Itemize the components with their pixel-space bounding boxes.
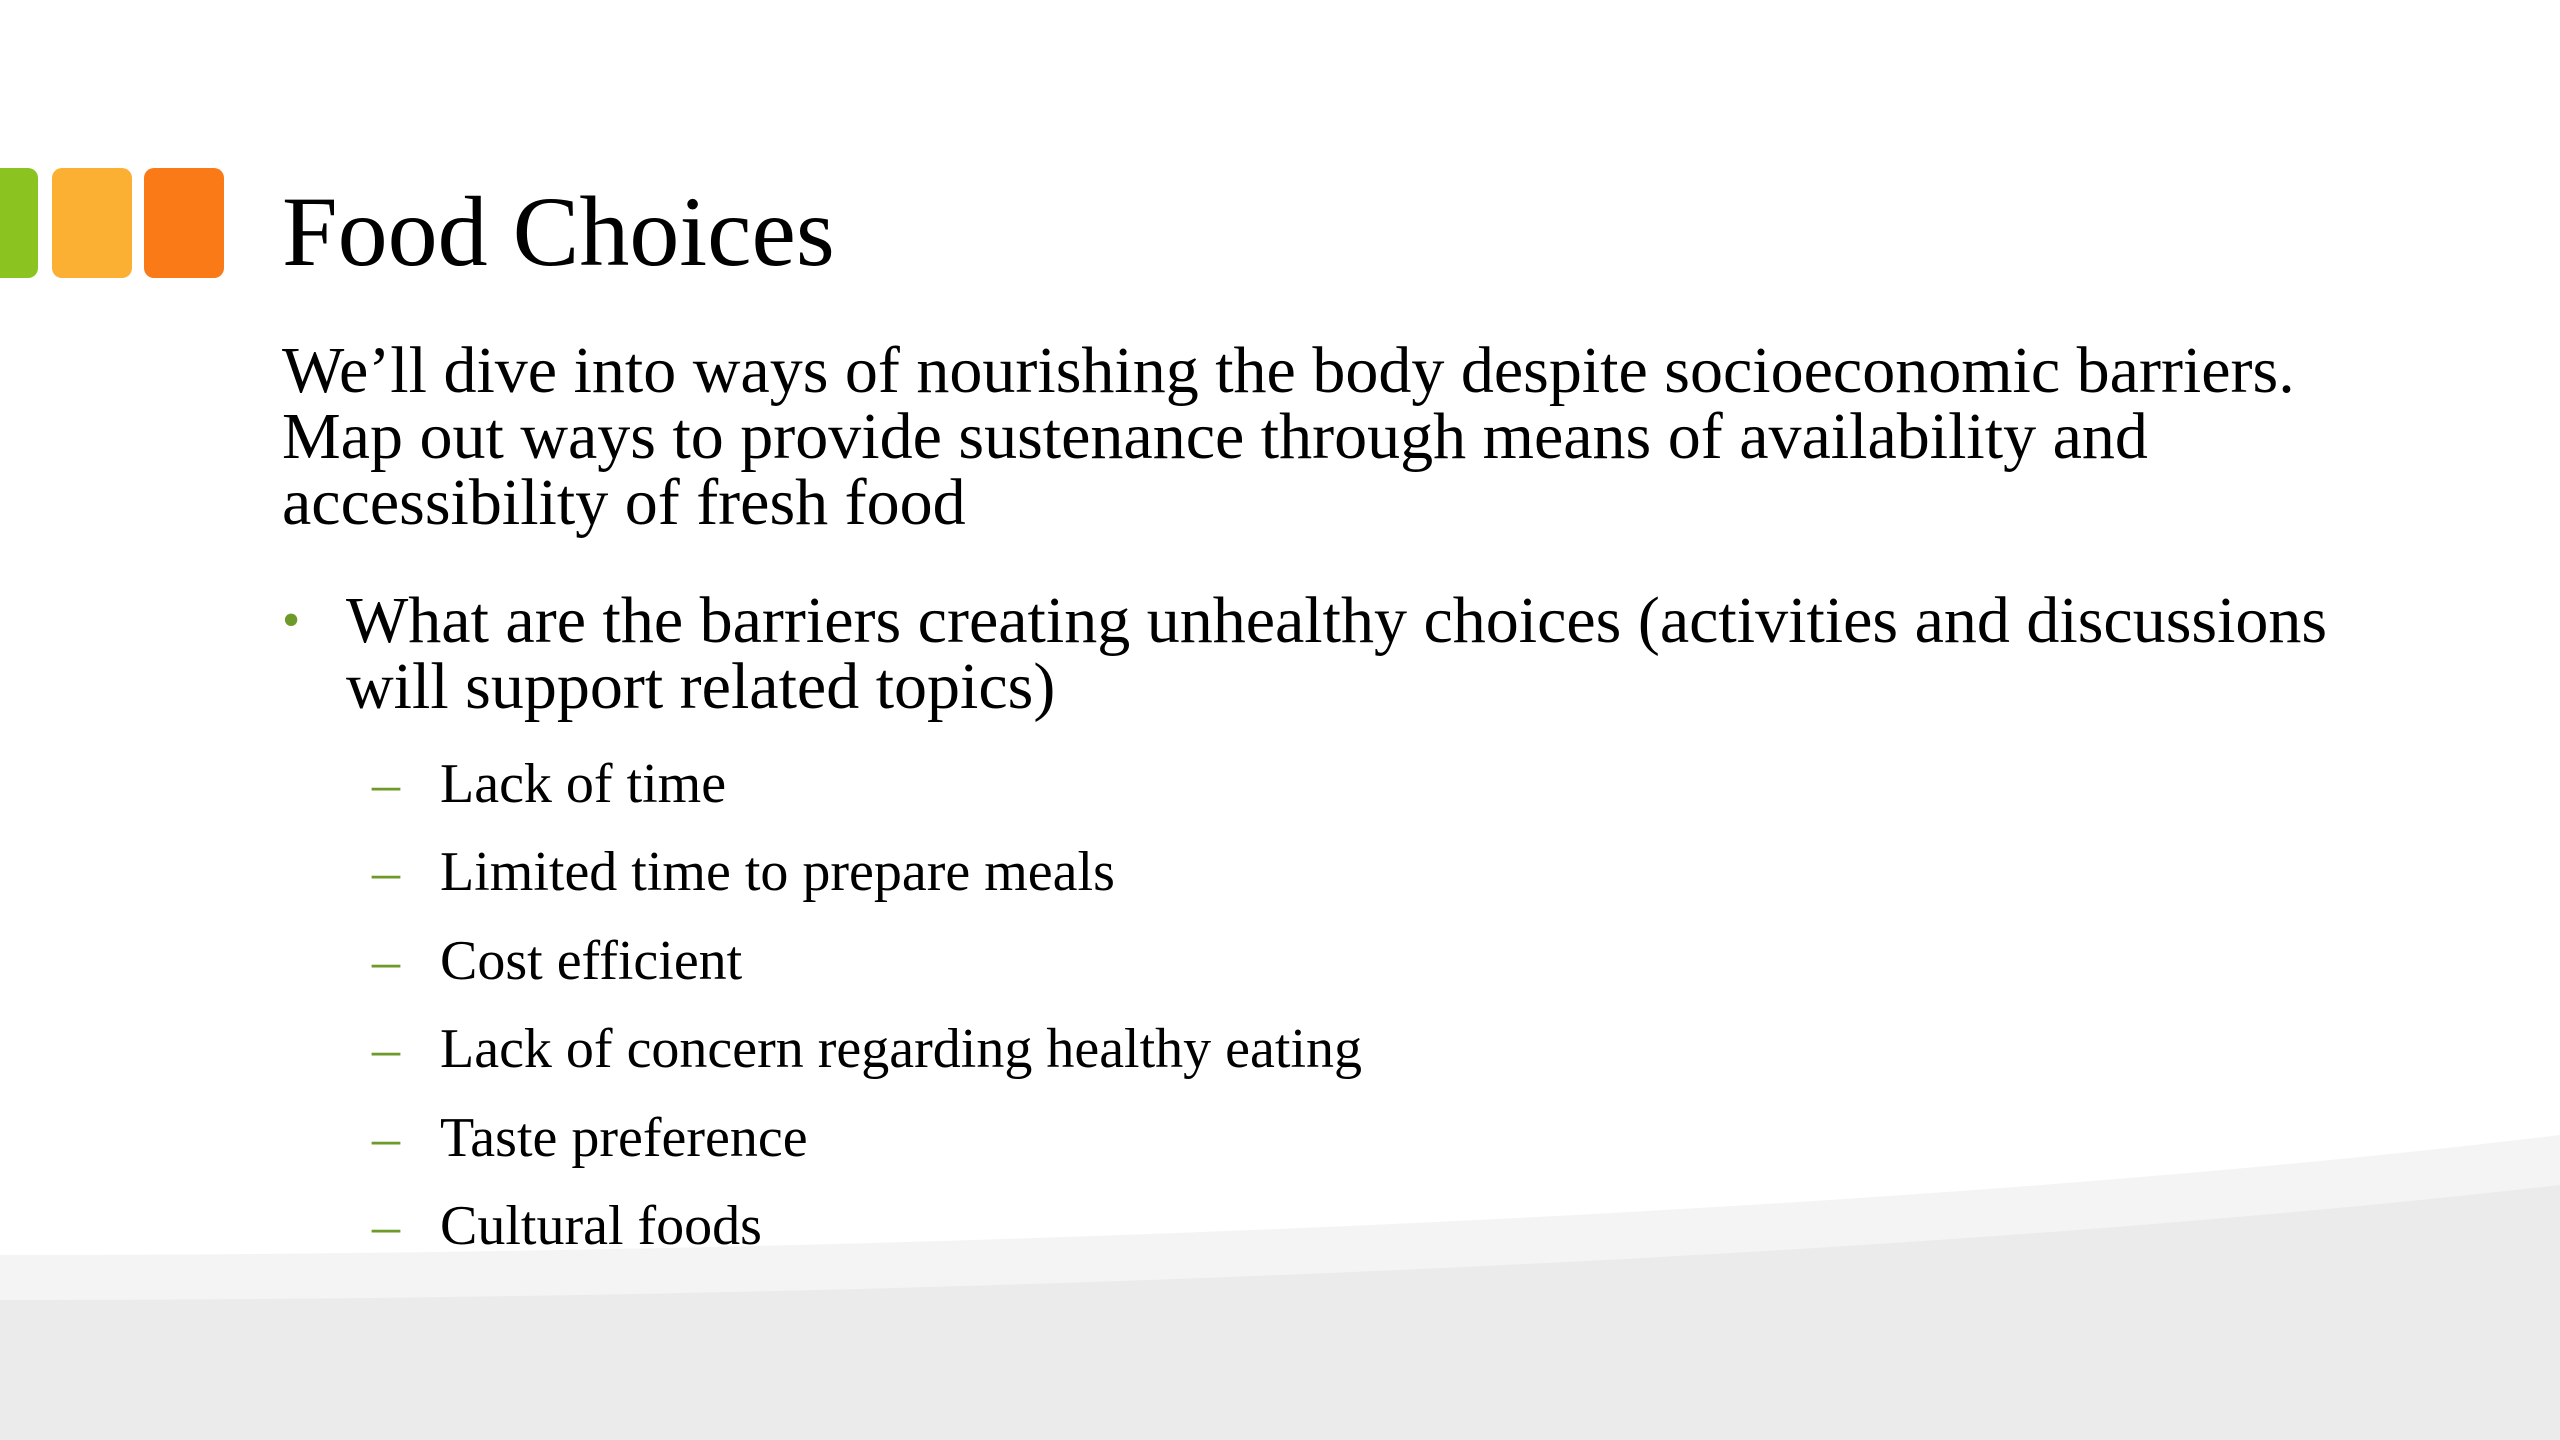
sub-bullet-text: Cost efficient bbox=[440, 929, 743, 992]
accent-block-yellow bbox=[52, 168, 132, 278]
bullet-text: What are the barriers creating unhealthy choices (activities and discussions will support related topics) bbox=[346, 584, 2328, 723]
sub-bullet-text: Limited time to prepare meals bbox=[440, 841, 1115, 904]
bullet-item bbox=[282, 584, 2332, 723]
sub-bullet-text: Lack of concern regarding healthy eating bbox=[440, 1018, 1363, 1081]
sub-bullet-text: Lack of time bbox=[440, 753, 727, 815]
intro-paragraph: We’ll dive into ways of nourishing the body despite socioeconomic barriers. Map out ways to provide sustenance through means of availability and accessibility of fresh food bbox=[282, 334, 2295, 539]
bullet-marker: • bbox=[282, 592, 301, 649]
sub-bullet-text: Taste preference bbox=[440, 1106, 808, 1169]
dash-marker: – bbox=[372, 1106, 400, 1169]
dash-marker: – bbox=[372, 753, 400, 815]
dash-marker: – bbox=[372, 841, 400, 904]
accent-block-green bbox=[0, 168, 38, 278]
sub-bullet-text: Cultural foods bbox=[440, 1194, 762, 1257]
dash-marker: – bbox=[372, 1018, 400, 1081]
slide-title: Food Choices bbox=[282, 176, 835, 287]
dash-marker: – bbox=[372, 929, 400, 992]
accent-block-orange bbox=[144, 168, 224, 278]
dash-marker: – bbox=[372, 1194, 400, 1257]
